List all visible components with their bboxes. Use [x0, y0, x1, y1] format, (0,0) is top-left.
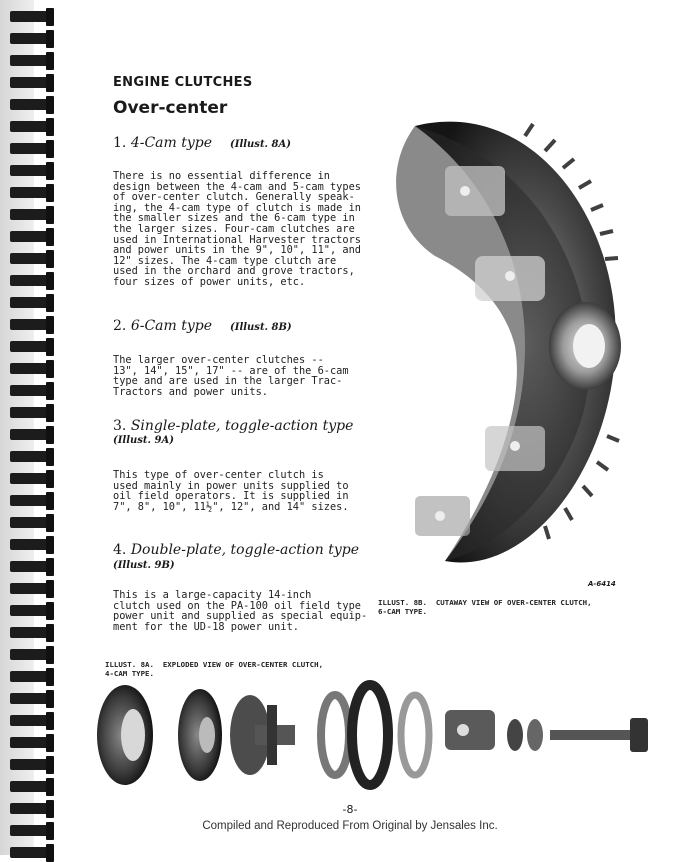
caption-illust-8a: ILLUST. 8A. EXPLODED VIEW OF OVER-CENTER CLUTCH, 4-CAM TYPE. [105, 660, 324, 678]
heading-4-cam: 1. 4-Cam type (Illust. 8A) [113, 135, 291, 151]
paragraph-4-cam: There is no essential difference in design between the 4-cam and 5-cam types of over-center clutch. Generally speak- ing, the 4-cam type of clutch is made in the smaller sizes and the 6-cam type in the larger sizes. Four-cam clutches are used in International Harvester tractors and power units in the 9", 10", 11", and 12" sizes. The 4-cam type clutch are used in the orchard and grove tractors, four sizes of power units, etc. [113, 170, 361, 288]
illust-ref-9b: (Illust. 9B) [113, 560, 175, 571]
exploded-clutch-photo [95, 680, 655, 790]
caption-illust-8b: ILLUST. 8B. CUTAWAY VIEW OF OVER-CENTER CLUTCH, 6-CAM TYPE. [378, 598, 592, 616]
illust-ref-9a: (Illust. 9A) [113, 435, 174, 446]
heading-single-plate: 3. Single-plate, toggle-action type [113, 418, 354, 434]
footer-credit: Compiled and Reproduced From Original by Jensales Inc. [202, 820, 498, 832]
paragraph-6-cam: The larger over-center clutches -- 13", 14", 15", 17" -- are of the 6-cam type and are used in the larger Trac- Tractors and power units. [113, 354, 349, 398]
heading-6-cam: 2. 6-Cam type (Illust. 8B) [113, 318, 292, 334]
heading-double-plate: 4. Double-plate, toggle-action type [113, 542, 359, 558]
paragraph-double-plate: This is a large-capacity 14-inch clutch used on the PA-100 oil field type power unit and supplied as special equip- ment for the UD-18 power unit. [113, 589, 368, 633]
section-label: ENGINE CLUTCHES [113, 75, 253, 90]
paragraph-single-plate: This type of over-center clutch is used mainly in power units supplied to oil field operators. It is supplied in 7", 8", 10", 11½", 12", and 14" sizes. [113, 469, 349, 513]
page-title: Over-center [113, 98, 228, 118]
photo-reference-code: A-6414 [588, 580, 616, 588]
cutaway-clutch-photo [375, 106, 623, 576]
page-number: -8- [342, 803, 358, 816]
